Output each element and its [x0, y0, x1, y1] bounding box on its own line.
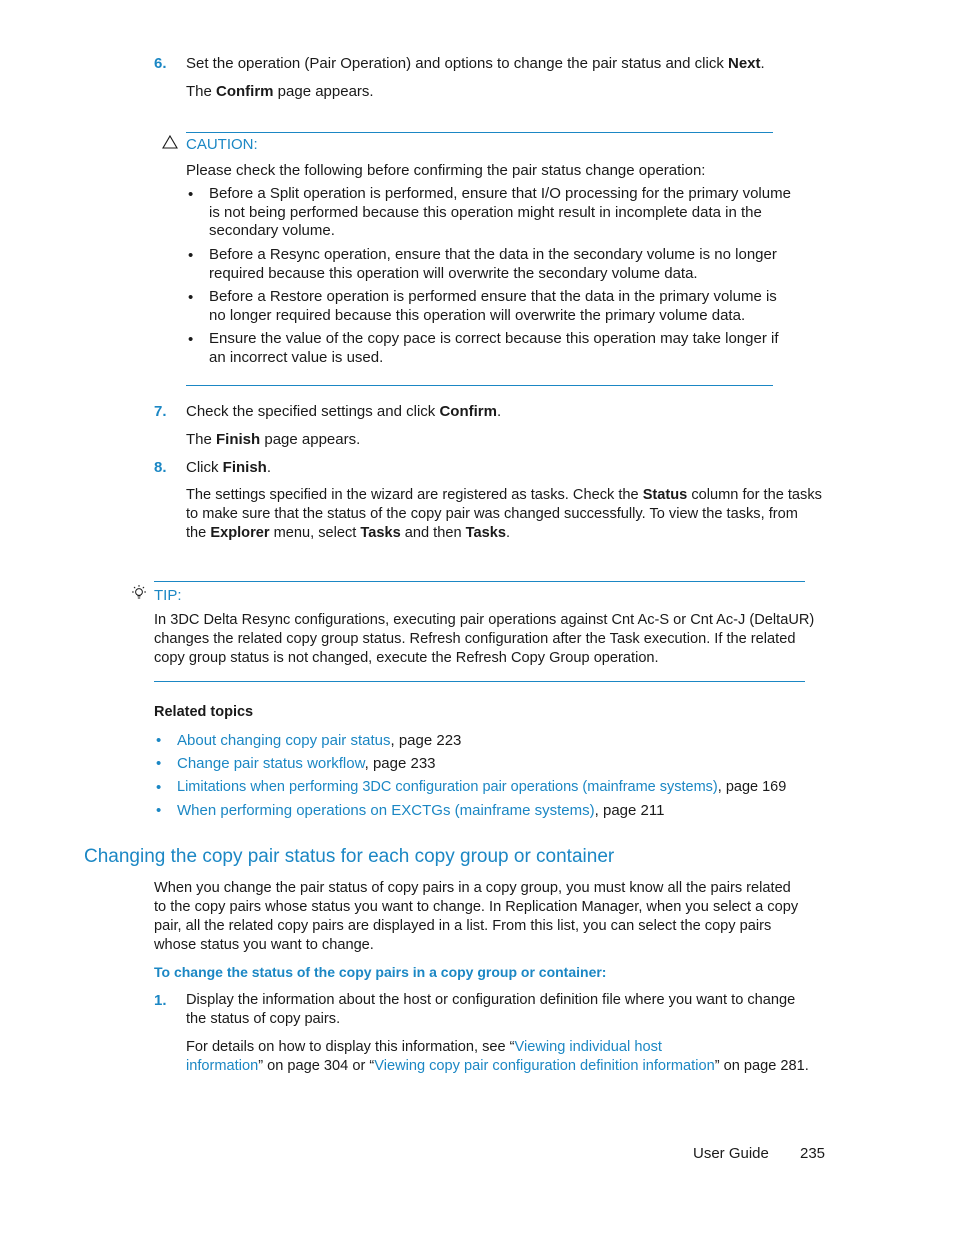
step-result: The Finish page appears. — [186, 431, 361, 448]
lightbulb-icon — [130, 584, 148, 602]
tip-bottom-rule — [154, 681, 805, 682]
caution-bottom-rule — [186, 385, 773, 386]
warning-triangle-icon — [162, 134, 178, 150]
caution-top-rule — [186, 132, 773, 133]
step-number: 8. — [154, 459, 167, 476]
related-topic-item: When performing operations on EXCTGs (mainframe systems), page 211 — [177, 802, 665, 819]
caution-item: Before a Resync operation, ensure that the data in the secondary volume is no longer required because this operation will overwrite the secondary volume data. — [209, 246, 777, 282]
bullet-dot: • — [156, 779, 162, 796]
caution-item: Before a Split operation is performed, ensure that I/O processing for the primary volume is not being performed because this operation might result in incomplete data in the secondary volume. — [209, 185, 791, 239]
related-topic-link[interactable]: Change pair status workflow — [177, 755, 365, 772]
step-number: 7. — [154, 403, 167, 420]
bullet-dot: • — [188, 289, 194, 306]
page-number: 235 — [800, 1145, 826, 1162]
related-topic-item: About changing copy pair status, page 223 — [177, 732, 462, 749]
bullet-dot: • — [156, 732, 162, 749]
related-topic-link[interactable]: When performing operations on EXCTGs (mainframe systems) — [177, 802, 595, 819]
step-description: The settings specified in the wizard are registered as tasks. Check the Status column for the tasks to make sure that the status of the copy pair was changed successfully. To view the tasks, from the Explorer menu, select Tasks and then Tasks. — [186, 487, 822, 541]
step-number: 6. — [154, 55, 167, 72]
related-topic-link[interactable]: About changing copy pair status — [177, 732, 391, 749]
step-text: Check the specified settings and click Confirm. — [186, 403, 502, 420]
step-number: 1. — [154, 992, 167, 1009]
caution-intro: Please check the following before confirming the pair status change operation: — [186, 162, 706, 179]
tip-label: TIP: — [154, 587, 182, 604]
host-info-link[interactable]: Viewing individual host — [514, 1039, 662, 1055]
host-info-link[interactable]: information — [186, 1057, 259, 1074]
related-topic-item: Limitations when performing 3DC configuration pair operations (mainframe systems), page 169 — [177, 779, 787, 795]
caution-item: Ensure the value of the copy pace is correct because this operation may take longer if an incorrect value is used. — [209, 330, 779, 366]
bullet-dot: • — [188, 247, 194, 264]
bullet-dot: • — [188, 186, 194, 203]
step-text: Set the operation (Pair Operation) and options to change the pair status and click Next. — [186, 55, 765, 72]
related-topics-title: Related topics — [154, 704, 254, 720]
config-definition-link[interactable]: Viewing copy pair configuration definition information — [374, 1057, 715, 1074]
step-details: For details on how to display this information, see “Viewing individual host information” on page 304 or “Viewing copy pair configuration definition information” on page 281. — [186, 1039, 809, 1074]
caution-label: CAUTION: — [186, 136, 258, 153]
procedure-title: To change the status of the copy pairs in a copy group or container: — [154, 964, 607, 980]
footer-label: User Guide — [693, 1145, 769, 1162]
bullet-dot: • — [156, 802, 162, 819]
tip-text: In 3DC Delta Resync configurations, executing pair operations against Cnt Ac-S or Cnt Ac-J (DeltaUR) changes the related copy group status. Refresh configuration after the Task execution. If the related copy group status is not changed, execute the Refresh Copy Group operation. — [154, 612, 815, 666]
step-result: The Confirm page appears. — [186, 83, 374, 100]
related-topic-item: Change pair status workflow, page 233 — [177, 755, 436, 772]
related-topic-link[interactable]: Limitations when performing 3DC configuration pair operations (mainframe systems) — [177, 779, 718, 795]
tip-top-rule — [154, 581, 805, 582]
step-text: Click Finish. — [186, 459, 272, 476]
step-text: Display the information about the host or configuration definition file where you want to change the status of copy pairs. — [186, 992, 796, 1027]
caution-item: Before a Restore operation is performed ensure that the data in the primary volume is no longer required because this operation will overwrite the primary volume data. — [209, 288, 777, 324]
bullet-dot: • — [156, 755, 162, 772]
bullet-dot: • — [188, 331, 194, 348]
section-body: When you change the pair status of copy pairs in a copy group, you must know all the pairs related to the copy pairs whose status you want to change. In Replication Manager, when you select a copy pair, all the related copy pairs are displayed in a list. From this list, you can select the copy pairs whose status you want to change. — [154, 880, 799, 953]
section-heading: Changing the copy pair status for each copy group or container — [84, 846, 615, 867]
